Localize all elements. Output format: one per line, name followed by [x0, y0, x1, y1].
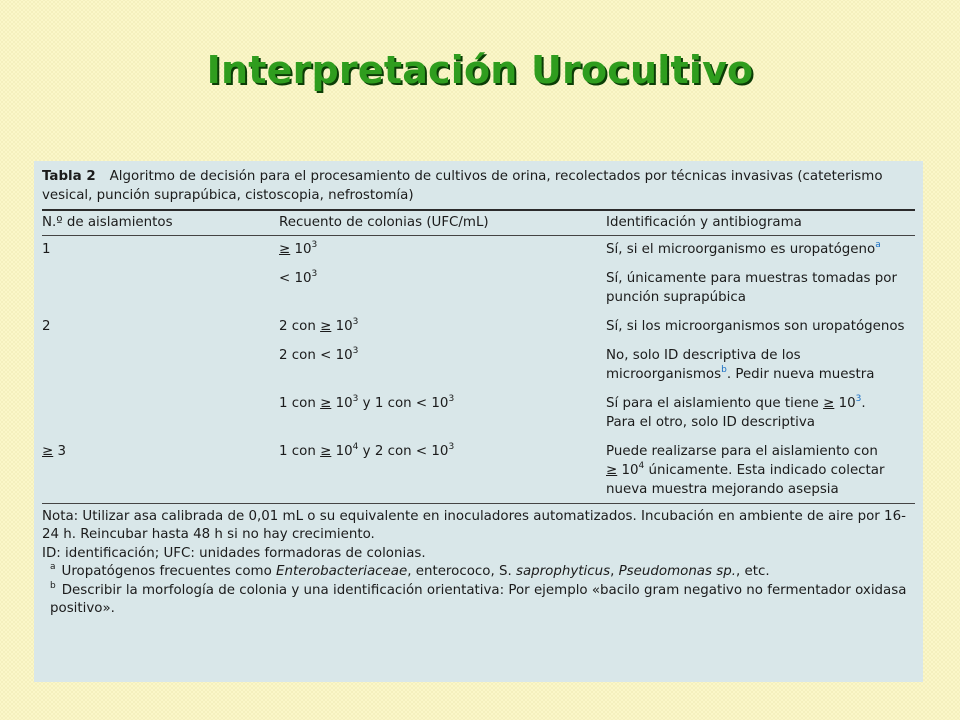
cell-identificacion: Sí para el aislamiento que tiene ≥ 10$^3$. Para el otro, solo ID descriptiva	[606, 394, 866, 430]
table-notes	[42, 504, 915, 618]
table-row	[42, 442, 915, 503]
note-text: Nota: Utilizar asa calibrada de 0,01 mL o su equivalente en inoculadores automatizados. Incubación en ambiente de aire por 16-24 h. Reincubar hasta 48 h si no hay crecimiento.	[42, 509, 906, 543]
header-recuento: Recuento de colonias (UFC/mL)	[279, 215, 489, 230]
slide-title: Interpretación Urocultivo	[206, 48, 754, 92]
abbreviations: ID: identificación; UFC: unidades formadoras de colonias.	[42, 545, 426, 561]
cell-aislamientos	[42, 269, 279, 317]
table-panel	[34, 161, 923, 682]
table-header-row	[42, 211, 915, 235]
decision-table	[42, 211, 915, 503]
cell-recuento: 2 con < $10^3$	[279, 346, 359, 363]
table-row	[42, 317, 915, 346]
cell-identificacion: Sí, si el microorganismo es uropatógeno$^a$	[606, 240, 881, 257]
cell-recuento: 1 con ≥ $10^3$ y 1 con < $10^3$	[279, 394, 455, 411]
cell-aislamientos	[42, 394, 279, 442]
cell-recuento: 2 con ≥ $10^3$	[279, 317, 359, 334]
cell-identificacion: Sí, únicamente para muestras tomadas por punción suprapúbica	[606, 271, 897, 305]
table-row	[42, 394, 915, 442]
cell-identificacion: Puede realizarse para el aislamiento con ≥ $10^4$ únicamente. Esta indicado colectar nueva muestra mejorando asepsia	[606, 444, 885, 497]
header-identificacion: Identificación y antibiograma	[606, 215, 802, 230]
table-caption-text: Algoritmo de decisión para el procesamiento de cultivos de orina, recolectados por técnicas invasivas (cateterismo vesical, punción suprapúbica, cistoscopia, nefrostomía)	[42, 169, 883, 203]
cell-recuento: 1 con ≥ $10^4$ y 2 con < $10^3$	[279, 442, 455, 459]
table-row	[42, 346, 915, 394]
cell-aislamientos: ≥ 3	[42, 444, 67, 459]
header-aislamientos: N.º de aislamientos	[42, 215, 173, 230]
cell-aislamientos: 2	[42, 319, 51, 334]
footnote-b: $^b$ Describir la morfología de colonia y una identificación orientativa: Por ejemplo «bacilo gram negativo no fermentador oxidasa positivo».	[50, 580, 907, 617]
footnote-ref-a[interactable]: a	[875, 240, 881, 250]
cell-recuento: ≥ $10^3$	[279, 240, 318, 257]
cell-identificacion: No, solo ID descriptiva de los microorganismos$^b$. Pedir nueva muestra	[606, 348, 875, 382]
footnote-a: $^a$ Uropatógenos frecuentes como Enterobacteriaceae, enterococo, S. saprophyticus, Pseudomonas sp., etc.	[50, 562, 770, 580]
table-caption	[42, 167, 915, 205]
cell-aislamientos	[42, 346, 279, 394]
cell-identificacion: Sí, si los microorganismos son uropatógenos	[606, 319, 905, 334]
footnote-ref-b[interactable]: b	[721, 365, 727, 375]
table-row	[42, 236, 915, 269]
cell-recuento: < $10^3$	[279, 269, 318, 286]
table-label: Tabla 2	[42, 169, 96, 184]
table-row	[42, 269, 915, 317]
cell-aislamientos: 1	[42, 242, 51, 257]
